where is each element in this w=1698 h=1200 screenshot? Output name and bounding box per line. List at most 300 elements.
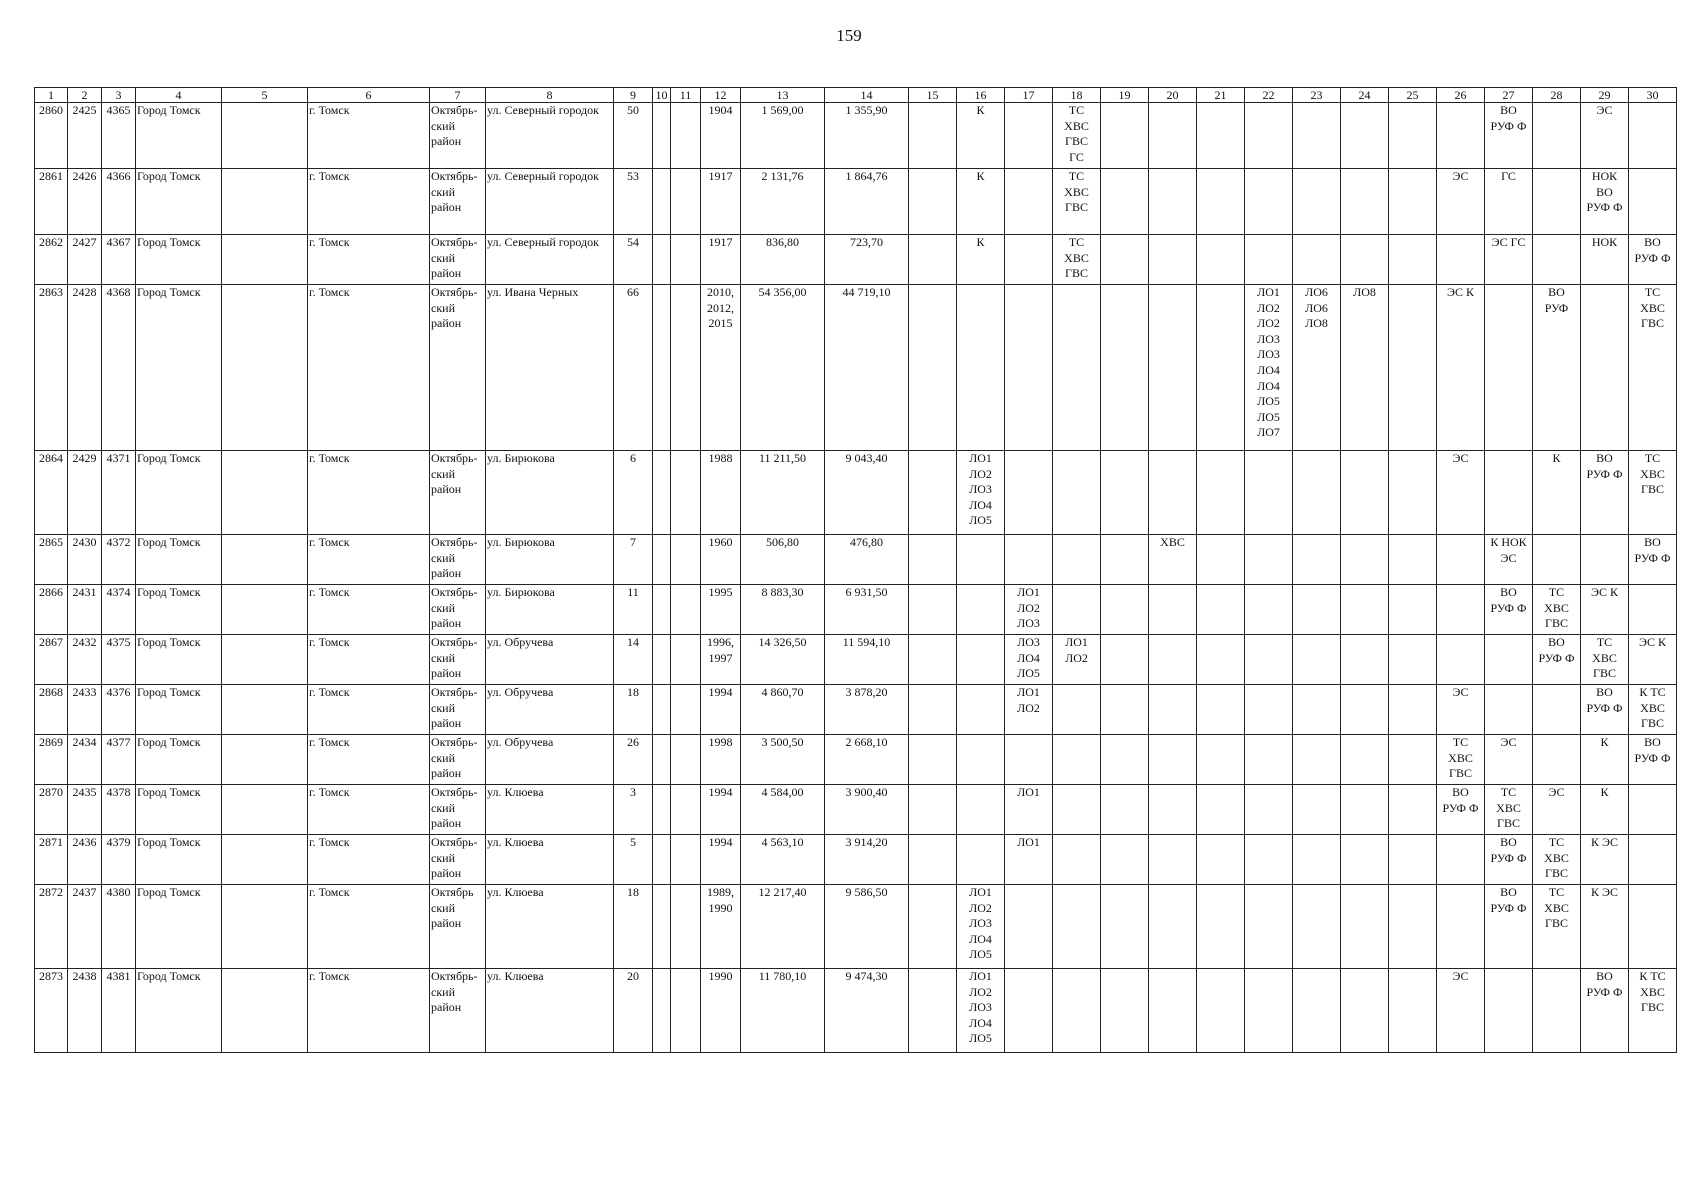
table-cell [1533,103,1581,169]
table-cell [671,785,701,835]
cell-line: ЛО1 [969,451,992,465]
table-cell: г. Томск [308,635,430,685]
table-cell [430,835,486,885]
cell-line: ЛО4 [1257,378,1280,393]
table-cell [1197,785,1245,835]
cell-line: ХВС [1544,850,1569,865]
cell-line: 1990 [708,969,733,983]
table-cell [1293,451,1341,535]
cell-line: ВО [1644,235,1661,249]
cell-line: ХВС [1592,650,1617,665]
cell-line: ТС [1644,285,1661,299]
cell-line: ЛО3 [969,1000,992,1015]
cell-line: район [431,816,462,831]
table-cell [1293,535,1341,585]
table-cell: Город Томск [136,103,222,169]
table-cell [671,585,701,635]
table-cell: 3 914,20 [825,835,909,885]
table-cell [1533,585,1581,635]
cell-line: район [431,666,462,681]
table-cell [1197,969,1245,1053]
column-header: 6 [308,88,430,103]
cell-line: К ЭС [1591,885,1618,899]
table-cell [1293,585,1341,635]
table-cell [909,785,957,835]
table-cell [653,969,671,1053]
table-cell [1581,451,1629,535]
table-cell: 54 356,00 [741,285,825,451]
cell-line: ЛО3 [1257,331,1280,346]
table-cell [957,451,1005,535]
table-cell [1581,969,1629,1053]
table-cell [1437,835,1485,885]
cell-line: ВО [1452,785,1469,799]
cell-line: ЛО8 [1353,285,1376,299]
table-cell: ул. Клюева [486,969,614,1053]
table-cell [1149,585,1197,635]
table-cell [1581,585,1629,635]
table-cell [653,585,671,635]
table-cell [1197,535,1245,585]
table-cell [1533,735,1581,785]
cell-line: ЛО3 [1257,347,1280,362]
table-cell: г. Томск [308,785,430,835]
table-cell [701,451,741,535]
cell-line: Октябрь- [431,635,478,649]
table-cell: 14 [614,635,653,685]
table-cell: 2861 [35,169,68,235]
cell-line: 1990 [708,900,733,915]
cell-line: ВО [1596,451,1613,465]
table-row [35,969,1677,1053]
cell-line: ЭС [1452,169,1469,183]
table-cell: 4381 [102,969,136,1053]
table-cell [701,885,741,969]
column-header: 7 [430,88,486,103]
table-cell [1005,103,1053,169]
cell-line: ТС [1644,451,1661,465]
cell-line: ЛО1 [1017,585,1040,599]
table-cell [1149,635,1197,685]
table-cell [1341,735,1389,785]
cell-line: ХВС [1640,700,1665,715]
cell-line: ХВС [1160,535,1185,549]
table-cell [1149,285,1197,451]
column-header: 13 [741,88,825,103]
cell-line: ТС [1548,885,1565,899]
cell-line: ЛО3 [969,916,992,931]
table-cell [909,103,957,169]
table-cell [1485,103,1533,169]
cell-line: Октябрь- [431,535,478,549]
table-cell [1581,235,1629,285]
table-cell [430,785,486,835]
table-cell [1101,785,1149,835]
cell-line: ЭС ГС [1491,235,1526,249]
cell-line: ВО [1500,885,1517,899]
table-cell: Город Томск [136,735,222,785]
column-header: 5 [222,88,308,103]
table-cell: г. Томск [308,735,430,785]
cell-line: ский [431,750,455,765]
table-cell [1053,785,1101,835]
cell-line: ГВС [1545,916,1568,931]
table-cell [1245,235,1293,285]
cell-line: РУФ Ф [1634,250,1671,265]
table-cell [653,685,671,735]
cell-line: РУФ Ф [1490,850,1527,865]
table-cell [1341,835,1389,885]
cell-line: РУФ Ф [1490,118,1527,133]
cell-line: район [431,766,462,781]
table-cell [222,685,308,735]
table-cell: 2867 [35,635,68,685]
table-cell: Город Томск [136,169,222,235]
table-cell: 2425 [68,103,102,169]
table-cell [1533,635,1581,685]
table-cell [1629,969,1677,1053]
table-cell: 11 [614,585,653,635]
table-cell [1581,835,1629,885]
table-cell: 2872 [35,885,68,969]
table-cell: 2432 [68,635,102,685]
column-header: 25 [1389,88,1437,103]
table-cell: ул. Клюева [486,835,614,885]
table-cell: 6 [614,451,653,535]
cell-line: ВО [1500,585,1517,599]
table-cell [1245,451,1293,535]
cell-line: ЭС К [1591,585,1618,599]
table-cell [1053,285,1101,451]
table-cell [1341,169,1389,235]
table-cell: 2434 [68,735,102,785]
table-cell [957,235,1005,285]
table-cell: 2428 [68,285,102,451]
cell-line: ЛО8 [1305,316,1328,331]
table-cell [671,535,701,585]
table-cell [1629,169,1677,235]
table-cell: 836,80 [741,235,825,285]
cell-line: РУФ Ф [1634,750,1671,765]
table-cell [1485,585,1533,635]
table-cell [1389,585,1437,635]
table-cell [222,103,308,169]
table-cell [701,169,741,235]
table-cell: 4379 [102,835,136,885]
table-cell [1485,785,1533,835]
column-header: 30 [1629,88,1677,103]
table-cell [653,635,671,685]
table-cell: ул. Северный городок [486,235,614,285]
table-cell [1437,235,1485,285]
cell-line: ЛО4 [1257,362,1280,377]
cell-line: ХВС [1640,300,1665,315]
table-cell: 4372 [102,535,136,585]
cell-line: ЭС К [1639,635,1666,649]
column-header: 24 [1341,88,1389,103]
table-cell [1197,585,1245,635]
table-cell [1533,235,1581,285]
cell-line: ТС [1548,835,1565,849]
table-cell [1341,535,1389,585]
cell-line: ЛО5 [1017,666,1040,681]
cell-line: ХВС [1496,800,1521,815]
table-cell: Город Томск [136,285,222,451]
table-cell: 66 [614,285,653,451]
cell-line: ВО [1596,184,1613,199]
table-cell [1293,885,1341,969]
cell-line: район [431,716,462,731]
cell-line: РУФ Ф [1586,466,1623,481]
table-cell: 2863 [35,285,68,451]
table-cell [1581,785,1629,835]
cell-line: Октябрь- [431,969,478,983]
table-cell: 4365 [102,103,136,169]
cell-line: ЛО5 [969,1031,992,1046]
table-cell: 9 474,30 [825,969,909,1053]
cell-line: К НОК [1490,535,1527,549]
cell-line: Октябрь- [431,835,478,849]
column-header: 16 [957,88,1005,103]
table-cell [1341,285,1389,451]
cell-line: ЛО1 [969,885,992,899]
table-cell: 2433 [68,685,102,735]
table-cell: 2430 [68,535,102,585]
table-cell [1005,969,1053,1053]
table-cell [430,885,486,969]
cell-line: РУФ [1544,300,1569,315]
table-cell [1005,785,1053,835]
cell-line: НОК [1591,235,1618,249]
column-header: 18 [1053,88,1101,103]
table-cell [1485,451,1533,535]
table-cell: г. Томск [308,969,430,1053]
table-cell: 54 [614,235,653,285]
table-cell [1389,169,1437,235]
cell-line: ЭС К [1447,285,1474,299]
table-cell [1341,969,1389,1053]
table-cell [1437,585,1485,635]
table-cell: 2869 [35,735,68,785]
table-cell [1101,969,1149,1053]
table-cell: Город Томск [136,585,222,635]
table-cell [1341,451,1389,535]
table-cell [1149,835,1197,885]
table-cell: 6 931,50 [825,585,909,635]
table-cell [1389,835,1437,885]
table-cell: 2429 [68,451,102,535]
table-cell [701,835,741,885]
table-cell: 9 586,50 [825,885,909,969]
table-cell [1533,285,1581,451]
table-cell [909,585,957,635]
cell-line: ЛО1 [969,969,992,983]
column-header: 29 [1581,88,1629,103]
cell-line: ЛО2 [969,984,992,999]
table-cell: 1 355,90 [825,103,909,169]
cell-line: ЭС [1548,785,1565,799]
cell-line: 2015 [708,316,733,331]
table-cell [1389,635,1437,685]
table-cell [671,635,701,685]
table-cell [701,685,741,735]
cell-line: ЛО6 [1305,285,1328,299]
table-cell [1389,451,1437,535]
table-cell [1149,685,1197,735]
table-cell [1101,103,1149,169]
table-cell [701,635,741,685]
table-cell [1341,235,1389,285]
table-cell [1293,735,1341,785]
column-header: 20 [1149,88,1197,103]
cell-line: ЭС [1452,451,1469,465]
table-cell [653,735,671,785]
table-cell [957,835,1005,885]
table-cell: 4376 [102,685,136,735]
cell-line: ГВС [1641,316,1664,331]
table-row [35,885,1677,969]
table-cell [909,535,957,585]
table-cell [1293,285,1341,451]
cell-line: ский [431,850,455,865]
table-cell [1533,785,1581,835]
table-cell [957,169,1005,235]
table-cell: 4378 [102,785,136,835]
table-row [35,685,1677,735]
cell-line: ГВС [1641,1000,1664,1015]
table-cell [1245,169,1293,235]
table-cell [1581,685,1629,735]
table-cell: 2870 [35,785,68,835]
cell-line: ЛО1 [1017,685,1040,699]
column-header: 28 [1533,88,1581,103]
table-cell: Город Томск [136,835,222,885]
cell-line: Октябрь- [431,103,478,117]
cell-line: ТС [1068,235,1085,249]
table-cell [1149,969,1197,1053]
table-cell [1533,535,1581,585]
cell-line: ЛО2 [1257,316,1280,331]
table-cell [653,169,671,235]
table-cell [1389,103,1437,169]
table-cell [1101,235,1149,285]
table-cell [1005,735,1053,785]
table-cell: г. Томск [308,235,430,285]
cell-line: район [431,316,462,331]
table-cell [653,785,671,835]
table-cell [1245,735,1293,785]
cell-line: район [431,916,462,931]
table-cell [1581,285,1629,451]
column-header: 1 [35,88,68,103]
table-cell: Город Томск [136,969,222,1053]
table-cell: Город Томск [136,885,222,969]
table-cell [1389,685,1437,735]
table-cell [1005,835,1053,885]
cell-line: ЛО7 [1257,425,1280,440]
cell-line: ЭС [1452,685,1469,699]
table-cell: 476,80 [825,535,909,585]
table-cell: 5 [614,835,653,885]
cell-line: ЛО1 [1017,835,1040,849]
cell-line: К ЭС [1591,835,1618,849]
table-cell [1053,969,1101,1053]
cell-line: ГВС [1449,766,1472,781]
cell-line: ЭС [1500,735,1517,749]
cell-line: район [431,616,462,631]
table-cell: 4377 [102,735,136,785]
table-cell [1437,169,1485,235]
table-cell: г. Томск [308,885,430,969]
cell-line: ХВС [1064,250,1089,265]
table-cell [1101,635,1149,685]
table-cell: г. Томск [308,285,430,451]
cell-line: 1917 [708,169,733,183]
cell-line: ГВС [1545,616,1568,631]
cell-line: Октябрь- [431,785,478,799]
table-cell [1053,685,1101,735]
table-cell [1197,103,1245,169]
table-cell [671,685,701,735]
table-cell [222,635,308,685]
table-cell: Город Томск [136,451,222,535]
table-row [35,735,1677,785]
cell-line: К [976,103,985,117]
table-cell [1437,635,1485,685]
cell-line: 1994 [708,835,733,849]
table-row [35,585,1677,635]
table-cell [1437,735,1485,785]
table-cell: 4 860,70 [741,685,825,735]
cell-line: ЛО5 [969,513,992,528]
table-cell [1197,635,1245,685]
column-header: 9 [614,88,653,103]
table-cell: 723,70 [825,235,909,285]
table-cell: 3 878,20 [825,685,909,735]
column-header: 10 [653,88,671,103]
table-cell: ул. Северный городок [486,169,614,235]
cell-line: район [431,482,462,497]
cell-line: район [431,1000,462,1015]
table-cell [957,685,1005,735]
table-cell: 2438 [68,969,102,1053]
table-cell [1053,635,1101,685]
cell-line: ТС [1596,635,1613,649]
table-cell [1245,535,1293,585]
table-cell [1485,235,1533,285]
table-cell [430,103,486,169]
table-cell [222,169,308,235]
table-cell [1293,635,1341,685]
table-cell [1581,635,1629,685]
table-cell [1437,535,1485,585]
table-cell [701,103,741,169]
cell-line: ТС [1548,585,1565,599]
table-cell: 44 719,10 [825,285,909,451]
cell-line: ЛО2 [1257,300,1280,315]
table-cell: ул. Клюева [486,785,614,835]
cell-line: ГВС [1641,716,1664,731]
table-cell [1437,885,1485,969]
table-cell [1197,835,1245,885]
page-number: 159 [836,26,862,45]
cell-line: ЛО4 [969,1015,992,1030]
table-cell [1053,451,1101,535]
column-header: 17 [1005,88,1053,103]
table-cell [1629,585,1677,635]
table-cell [1485,835,1533,885]
table-cell [1005,235,1053,285]
